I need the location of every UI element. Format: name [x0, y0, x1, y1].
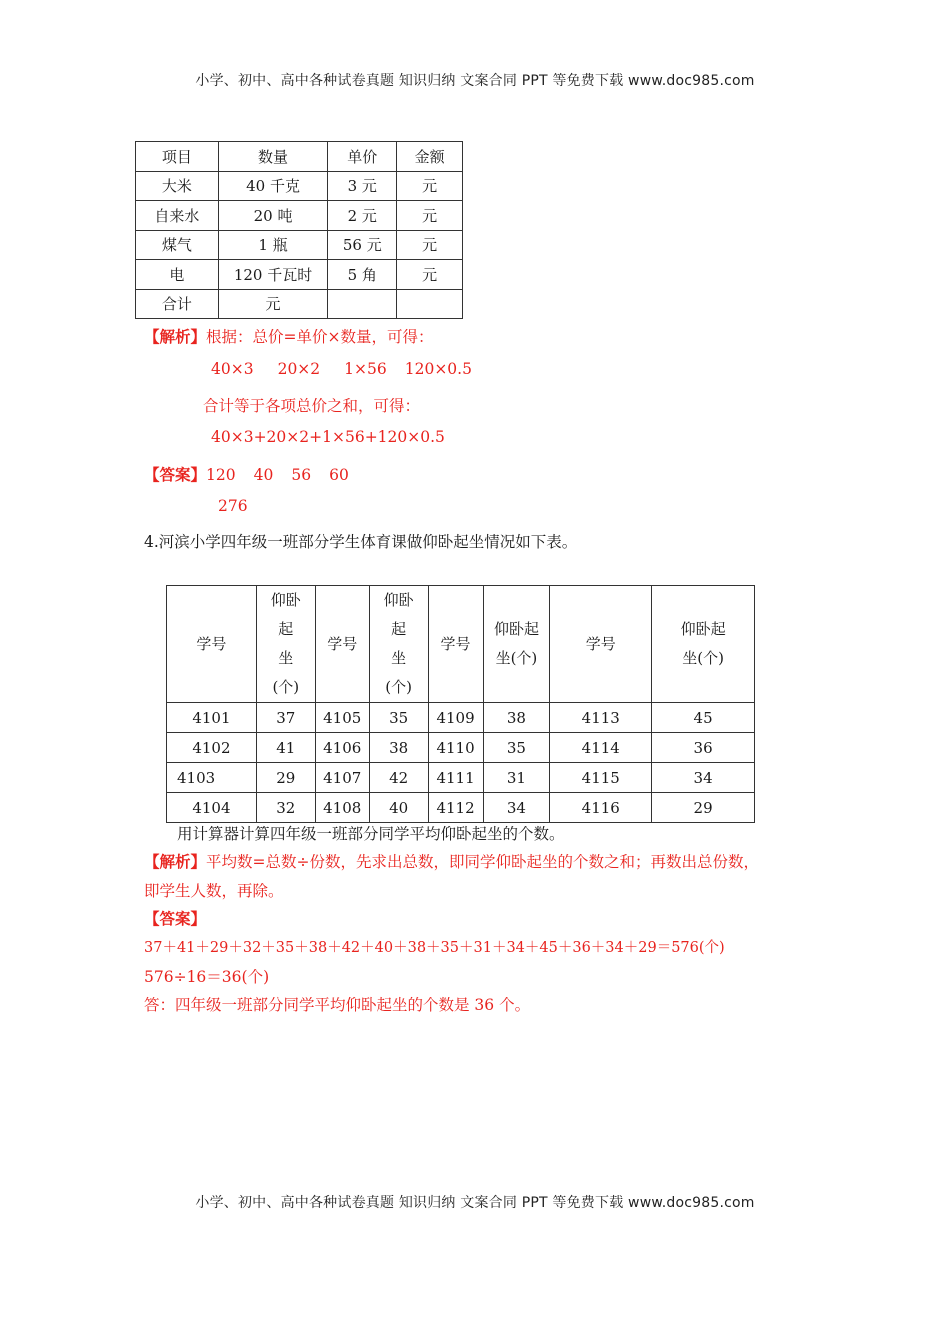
item: 40×3	[211, 360, 254, 378]
page-header: 小学、初中、高中各种试卷真题 知识归纳 文案合同 PPT 等免费下载 www.doc985.com	[195, 73, 755, 89]
cell: 4106	[315, 733, 369, 763]
cell: 31	[483, 763, 550, 793]
cell: 3 元	[328, 171, 397, 201]
table-row	[167, 763, 755, 793]
cell: 1 瓶	[218, 230, 328, 260]
cell: 38	[369, 733, 428, 763]
total-value: 元	[218, 289, 328, 319]
cell: 4116	[550, 793, 652, 823]
table-header-row	[167, 586, 755, 703]
header-id: 学号	[167, 586, 257, 703]
header-cell: 项目	[136, 142, 219, 172]
table-row	[136, 260, 463, 290]
cell: 大米	[136, 171, 219, 201]
cell: 45	[652, 703, 755, 733]
answer2-line3: 答：四年级一班部分同学平均仰卧起坐的个数是 36 个。	[144, 996, 531, 1014]
cell: 38	[483, 703, 550, 733]
header-cell: 金额	[397, 142, 463, 172]
cell: 36	[652, 733, 755, 763]
cell: 元	[397, 230, 463, 260]
item: 20×2	[277, 360, 321, 378]
cell: 4104	[167, 793, 257, 823]
header-part: 起	[278, 620, 294, 638]
header-part: (个)	[272, 678, 300, 696]
header-part: 坐(个)	[495, 649, 538, 667]
table-row	[136, 230, 463, 260]
header-cell: 单价	[328, 142, 397, 172]
analysis2-text: 平均数=总数÷份数，先求出总数，即同学仰卧起坐的个数之和；再数出总份数，	[206, 853, 759, 871]
analysis1-line1	[144, 325, 434, 347]
cell: 35	[483, 733, 550, 763]
answer-value: 120	[206, 466, 236, 484]
cell: 煤气	[136, 230, 219, 260]
cell-empty	[397, 289, 463, 319]
cell: 5 角	[328, 260, 397, 290]
cell: 29	[652, 793, 755, 823]
analysis1-line3: 合计等于各项总价之和，可得：	[203, 397, 421, 415]
cell: 56 元	[328, 230, 397, 260]
item: 120×0.5	[404, 360, 472, 378]
analysis-tag: 【解析】	[144, 327, 207, 346]
analysis1-text: 根据：总价=单价×数量，可得：	[206, 328, 434, 346]
cell: 2 元	[328, 201, 397, 231]
header-situp	[256, 586, 315, 703]
header-part: 坐	[278, 649, 294, 667]
header-part: 坐	[391, 649, 407, 667]
expense-table	[135, 141, 463, 319]
cell: 4110	[428, 733, 483, 763]
answer2-line2: 576÷16＝36(个)	[144, 968, 270, 986]
header-part: 坐(个)	[682, 649, 724, 667]
cell: 元	[397, 260, 463, 290]
table-total-row	[136, 289, 463, 319]
cell: 40 千克	[218, 171, 328, 201]
answer-value: 56	[291, 466, 312, 484]
analysis2-line1	[144, 850, 759, 872]
table-row	[167, 733, 755, 763]
header-part: 仰卧	[383, 591, 414, 609]
cell: 4111	[428, 763, 483, 793]
answer2-line1: 37＋41＋29＋32＋35＋38＋42＋40＋38＋35＋31＋34＋45＋36＋34＋29＝576(个)	[144, 940, 725, 956]
header-part: 仰卧起	[680, 620, 726, 638]
header-part: 起	[391, 620, 407, 638]
header-id: 学号	[315, 586, 369, 703]
header-id: 学号	[428, 586, 483, 703]
header-part: (个)	[385, 678, 412, 696]
analysis1-line4: 40×3+20×2+1×56+120×0.5	[211, 428, 445, 446]
cell: 4102	[167, 733, 257, 763]
cell: 20 吨	[218, 201, 328, 231]
cell: 41	[256, 733, 315, 763]
cell: 元	[397, 171, 463, 201]
analysis2-line2: 即学生人数，再除。	[144, 882, 284, 900]
question4-instruction: 用计算器计算四年级一班部分同学平均仰卧起坐的个数。	[177, 825, 565, 843]
table-row	[136, 171, 463, 201]
header-part: 仰卧	[270, 591, 301, 609]
item: 1×56	[344, 360, 387, 378]
question4-text: 4.河滨小学四年级一班部分学生体育课做仰卧起坐情况如下表。	[144, 533, 578, 551]
cell: 40	[369, 793, 428, 823]
total-label: 合计	[136, 289, 219, 319]
header-id: 学号	[550, 586, 652, 703]
analysis1-items	[211, 360, 472, 378]
cell: 35	[369, 703, 428, 733]
table-header-row	[136, 142, 463, 172]
header-situp	[483, 586, 550, 703]
table-row	[167, 793, 755, 823]
answer-value: 60	[329, 466, 349, 484]
cell: 37	[256, 703, 315, 733]
cell: 120 千瓦时	[218, 260, 328, 290]
cell: 4105	[315, 703, 369, 733]
answer-value: 40	[253, 466, 274, 484]
cell: 4107	[315, 763, 369, 793]
table-row	[136, 201, 463, 231]
cell: 42	[369, 763, 428, 793]
cell: 29	[256, 763, 315, 793]
table-row	[167, 703, 755, 733]
answer1-total: 276	[218, 497, 248, 515]
situp-table	[166, 585, 755, 823]
cell: 4103	[167, 763, 257, 793]
cell: 34	[652, 763, 755, 793]
header-cell: 数量	[218, 142, 328, 172]
cell: 34	[483, 793, 550, 823]
cell: 4113	[550, 703, 652, 733]
answer-tag: 【答案】	[144, 465, 207, 484]
header-situp	[652, 586, 755, 703]
cell: 元	[397, 201, 463, 231]
cell: 4112	[428, 793, 483, 823]
cell: 4115	[550, 763, 652, 793]
header-situp	[369, 586, 428, 703]
cell: 4101	[167, 703, 257, 733]
page-footer: 小学、初中、高中各种试卷真题 知识归纳 文案合同 PPT 等免费下载 www.doc985.com	[195, 1195, 755, 1211]
header-part: 仰卧起	[493, 620, 539, 638]
cell: 自来水	[136, 201, 219, 231]
cell-empty	[328, 289, 397, 319]
cell: 4109	[428, 703, 483, 733]
analysis-tag: 【解析】	[144, 852, 207, 871]
cell: 4108	[315, 793, 369, 823]
answer2-tag: 【答案】	[144, 909, 207, 928]
cell: 4114	[550, 733, 652, 763]
answer1-line	[144, 463, 349, 485]
cell: 32	[256, 793, 315, 823]
cell: 电	[136, 260, 219, 290]
